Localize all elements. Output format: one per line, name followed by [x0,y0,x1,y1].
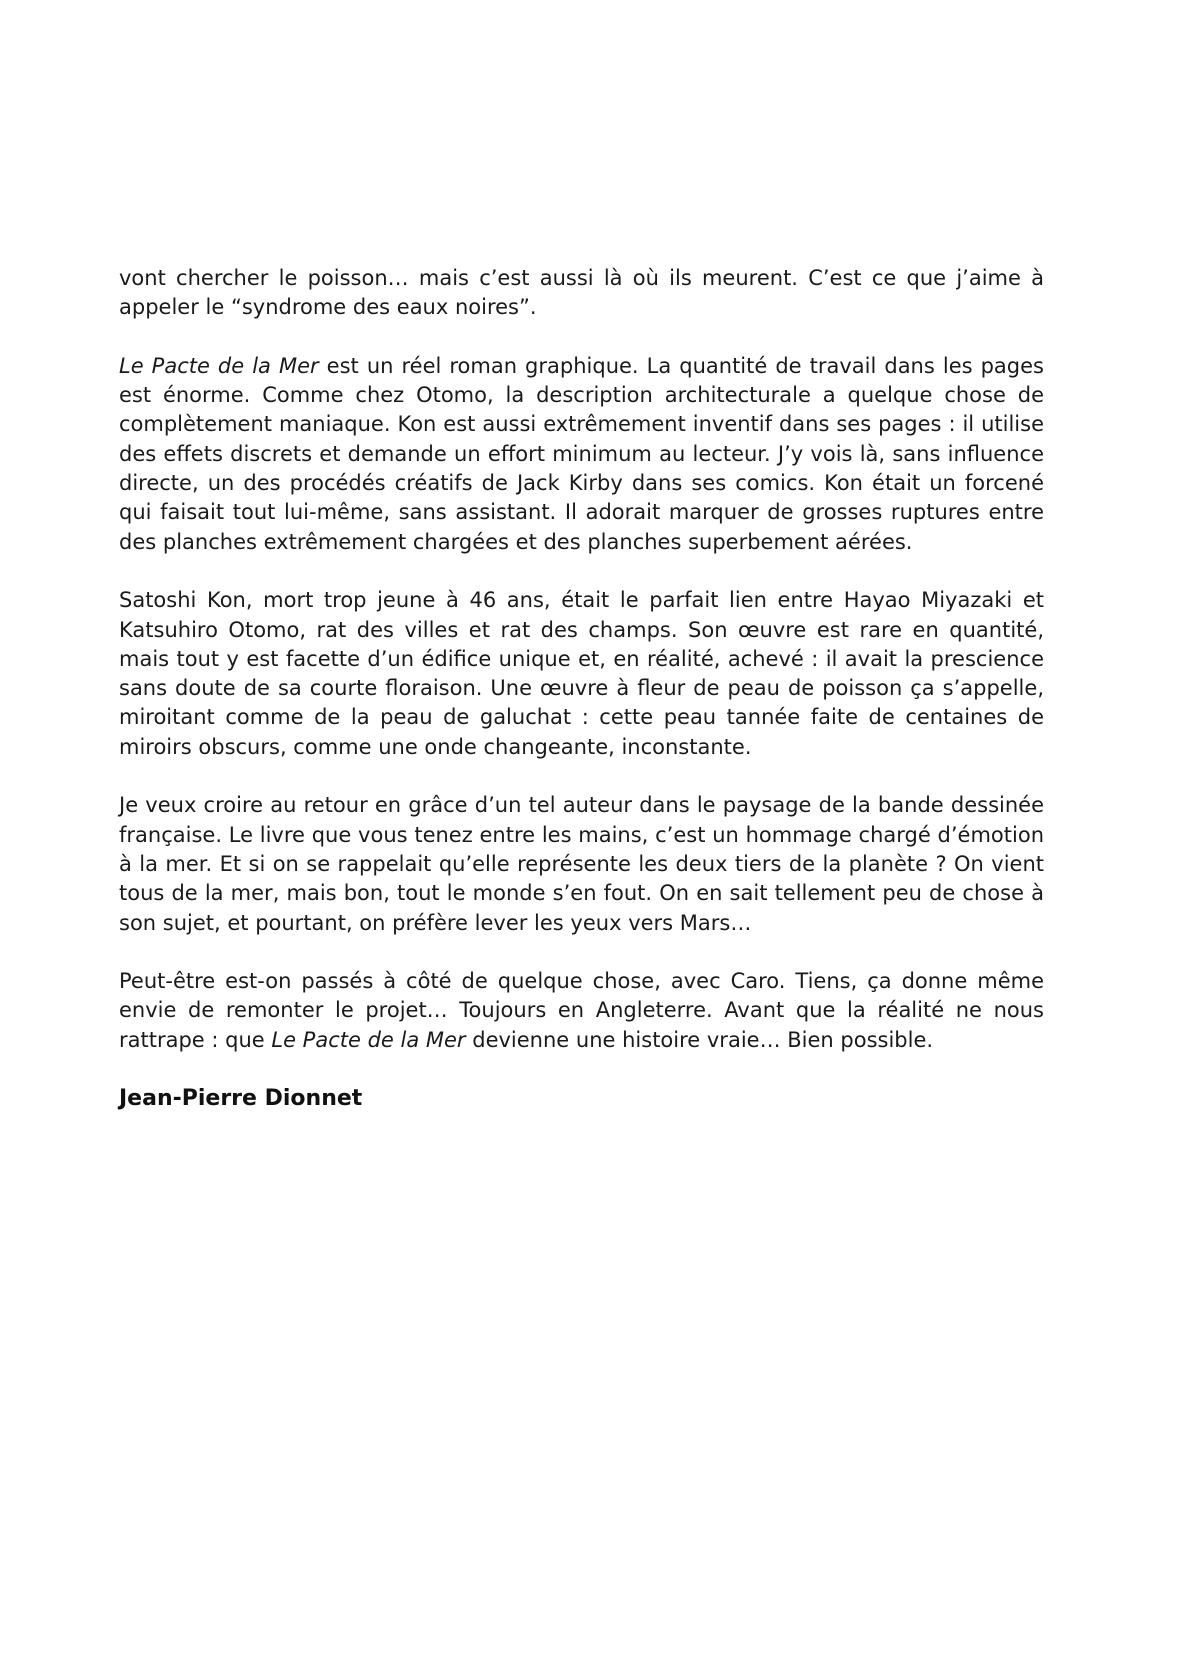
book-title: Le Pacte de la Mer [119,353,319,378]
paragraph-4-text: Je veux croire au retour en grâce d’un tel auteur dans le paysage de la bande dessinée française. Le livre que vous tenez entre les mains, c’est un hommage chargé d’émotion à la mer. Et si on se rappelait qu’elle représente les deux tiers de la planète ? On vient tous de la mer, mais bon, tout le monde s’en fout. On en sait tellement peu de chose à son sujet, et pourtant, on préfère lever les yeux vers Mars… [119,793,1044,935]
paragraph-4 [119,791,1044,937]
paragraph-2-text: est un réel roman graphique. La quantité de travail dans les pages est énorme. Comme chez Otomo, la description architecturale a quelque chose de complètement maniaque. Kon est aussi extrêmement inventif dans ses pages : il utilise des effets discrets et demande un effort minimum au lecteur. J’y vois là, sans influence directe, un des procédés créatifs de Jack Kirby dans ses comics. Kon était un forcené qui faisait tout lui-même, sans assistant. Il adorait marquer de grosses ruptures entre des planches extrêmement chargées et des planches superbement aérées. [119,353,1044,554]
paragraph-5-start: Peut-être est-on passés à côté de quelque chose, avec Caro. Tiens, ça donne même envie de remonter le projet… Toujours en Angleterre. Avant que la réalité ne nous rattrape : que [119,969,1044,1052]
paragraph-2 [119,352,1044,557]
paragraph-5 [119,967,1044,1055]
paragraph-1-text: vont chercher le poisson… mais c’est aussi là où ils meurent. C’est ce que j’aime à appeler le “syndrome des eaux noires”. [119,266,1044,320]
author-signature: Jean-Pierre Dionnet [119,1086,363,1112]
paragraph-5-end: devienne une histoire vraie… Bien possible. [465,1027,934,1052]
paragraph-3 [119,586,1044,762]
book-title-2: Le Pacte de la Mer [271,1027,466,1052]
paragraph-1 [119,264,1044,323]
article-body [119,264,1044,1114]
paragraph-3-text: Satoshi Kon, mort trop jeune à 46 ans, était le parfait lien entre Hayao Miyazaki et Katsuhiro Otomo, rat des villes et rat des champs. Son œuvre est rare en quantité, mais tout y est facette d’un édifice unique et, en réalité, achevé : il avait la prescience sans doute de sa courte floraison. Une œuvre à fleur de peau de poisson ça s’appelle, miroitant comme de la peau de galuchat : cette peau tannée faite de centaines de miroirs obscurs, comme une onde changeante, inconstante. [119,588,1044,759]
